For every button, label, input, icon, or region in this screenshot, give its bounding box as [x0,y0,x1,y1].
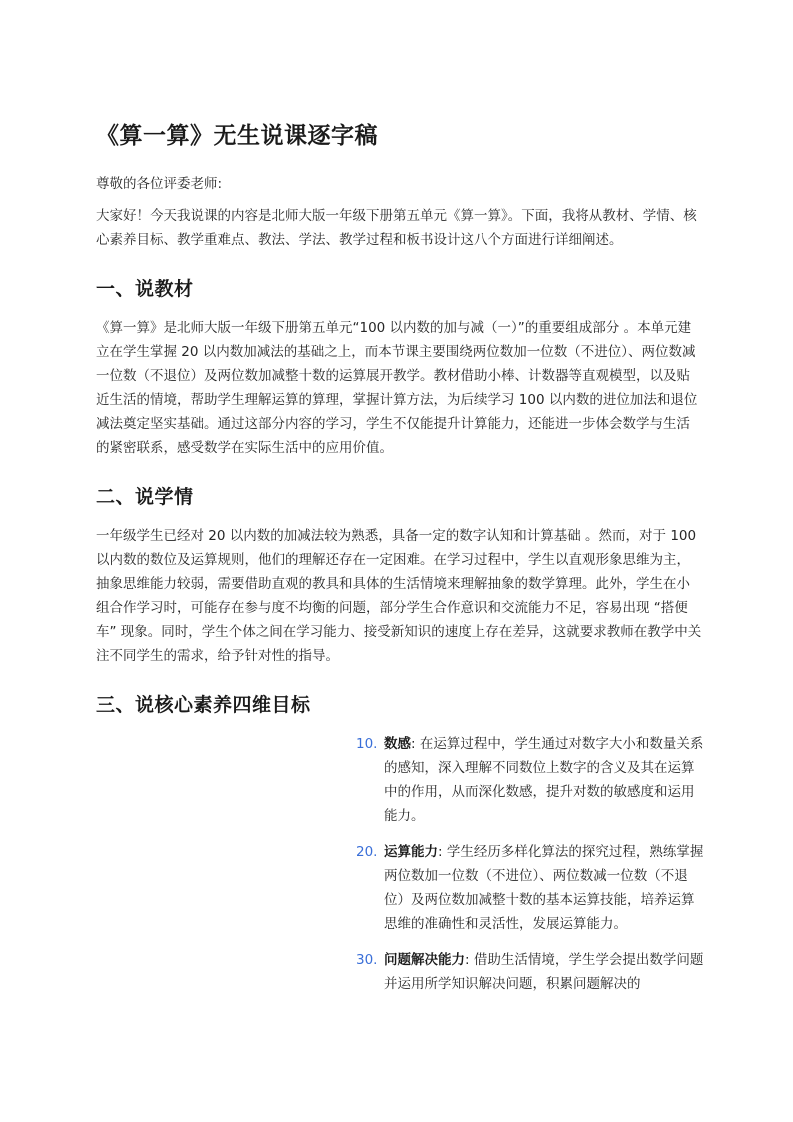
goal-term: 运算能力 [384,844,438,860]
core-goals-list [352,732,704,996]
list-item-number: 10. [356,736,378,752]
list-item-calculation-ability [352,840,704,936]
section-students-paragraph: 一年级学生已经对 20 以内数的加减法较为熟悉，具备一定的数字认知和计算基础 。然而，对于 100 以内数的数位及运算规则，他们的理解还存在一定困难。在学习过程中，学生以直观形象思维为主，抽象思维能力较弱，需要借助直观的教具和具体的生活情境来理解抽象的数学算理。此外，学生在小组合作学习时，可能存在参与度不均衡的问题，部分学生合作意识和交流能力不足，容易出现 “搭便车” 现象。同时，学生个体之间在学习能力、接受新知识的速度上存在差异，这就要求教师在教学中关注不同学生的需求，给予针对性的指导。 [96,528,702,664]
greeting-paragraph: 尊敬的各位评委老师: [96,176,223,192]
document-title: 《算一算》无生说课逐字稿 [96,123,378,149]
list-item-number: 30. [356,952,378,968]
intro-paragraph: 大家好！今天我说课的内容是北师大版一年级下册第五单元《算一算》。下面，我将从教材、学情、核心素养目标、教学重难点、教法、学法、教学过程和板书设计这八个方面进行详细阐述。 [96,208,697,248]
section-heading-textbook: 一、说教材 [96,278,194,300]
goal-term: 数感 [384,736,411,752]
goal-description: : 学生经历多样化算法的探究过程，熟练掌握两位数加一位数（不进位）、两位数减一位数（不退位）及两位数加减整十数的基本运算技能，培养运算思维的准确性和灵活性，发展运算能力。 [384,844,704,932]
goal-description: : 在运算过程中，学生通过对数字大小和数量关系的感知，深入理解不同数位上数字的含义及其在运算中的作用，从而深化数感，提升对数的敏感度和运用能力。 [384,736,704,824]
list-item-number: 20. [356,844,378,860]
section-textbook-paragraph: 《算一算》是北师大版一年级下册第五单元“100 以内数的加与减（一）”的重要组成部分 。本单元建立在学生掌握 20 以内数加减法的基础之上，而本节课主要围绕两位数加一位数（不进位）、两位数减一位数（不退位）及两位数加减整十数的运算展开教学。教材借助小棒、计数器等直观模型，以及贴近生活的情境，帮助学生理解运算的算理，掌握计算方法，为后续学习 100 以内数的进位加法和退位减法奠定坚实基础。通过这部分内容的学习，学生不仅能提升计算能力，还能进一步体会数学与生活的紧密联系，感受数学在实际生活中的应用价值。 [96,320,698,456]
section-heading-students: 二、说学情 [96,486,194,508]
list-item-problem-solving [352,948,704,996]
section-heading-core-goals: 三、说核心素养四维目标 [96,694,311,716]
document-page [96,118,702,1008]
list-item-number-sense [352,732,704,828]
goal-term: 问题解决能力 [384,952,465,968]
goal-description: : 借助生活情境，学生学会提出数学问题并运用所学知识解决问题，积累问题解决的 [384,952,704,992]
